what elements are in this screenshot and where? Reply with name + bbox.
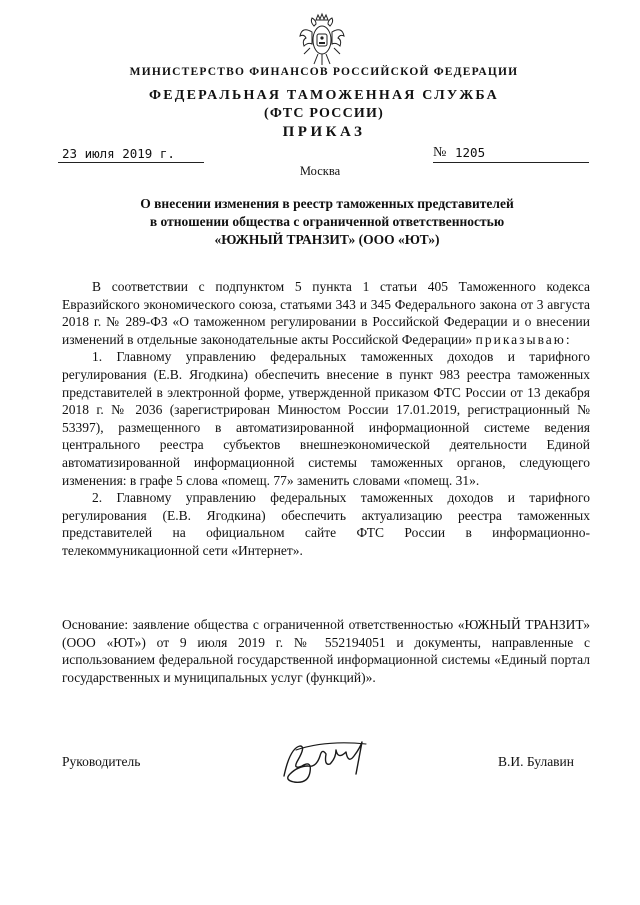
number-field bbox=[433, 144, 589, 163]
basis-text: Основание: заявление общества с ограниченной ответственностью «ЮЖНЫЙ ТРАНЗИТ» (ООО «ЮТ») от 9 июля 2019 г. № 552194051 и документы, направленные с использованием федеральной государственной информационной системы «Единый портал государственных и муниципальных услуг (функций)». bbox=[62, 617, 590, 685]
service-abbreviation: (ФТС РОССИИ) bbox=[264, 106, 384, 121]
city: Москва bbox=[299, 164, 341, 178]
signer-title: Руководитель bbox=[62, 754, 141, 769]
preamble-text: В соответствии с подпунктом 5 пункта 1 статьи 405 Таможенного кодекса Евразийского экономического союза, статьями 343 и 345 Федерального закона от 3 августа 2018 г. № 289-ФЗ «О таможенном регулировании в Российской Федерации и о внесении изменений в отдельные законодательные акты Российской Федерации» bbox=[62, 279, 590, 347]
subject-line: в отношении общества с ограниченной ответственностью bbox=[149, 214, 505, 229]
subject-line: «ЮЖНЫЙ ТРАНЗИТ» (ООО «ЮТ») bbox=[214, 232, 440, 247]
document-type: ПРИКАЗ bbox=[282, 124, 366, 140]
subject-line: О внесении изменения в реестр таможенных представителей bbox=[140, 196, 514, 211]
date-field bbox=[58, 146, 204, 163]
russian-coat-of-arms-icon bbox=[298, 12, 346, 68]
ministry-name: МИНИСТЕРСТВО ФИНАНСОВ РОССИЙСКОЙ ФЕДЕРАЦИИ bbox=[129, 66, 519, 78]
order-item-1: 1. Главному управлению федеральных таможенных доходов и тарифного регулирования (Е.В. Ягодкина) обеспечить внесение в пункт 983 реестра таможенных представителей в электронной форме, утвержденной приказом ФТС России от 13 декабря 2018 г. № 2036 (зарегистрирован Минюстом России 17.01.2019, регистрационный № 53397), размещенного в автоматизированной информационной системе ведения центрального реестра субъектов внешнеэкономической деятельности Единой автоматизированной информационной системы таможенных органов, следующего изменения: в графе 5 слова «помещ. 77» заменить словами «помещ. 31». bbox=[62, 349, 590, 488]
order-body bbox=[62, 278, 590, 560]
handwritten-signature bbox=[276, 736, 386, 792]
service-name: ФЕДЕРАЛЬНАЯ ТАМОЖЕННАЯ СЛУЖБА bbox=[149, 88, 499, 103]
signer-name: В.И. Булавин bbox=[498, 754, 575, 769]
order-item-2: 2. Главному управлению федеральных таможенных доходов и тарифного регулирования (Е.В. Ягодкина) обеспечить актуализацию реестра таможенных представителей на официальном сайте ФТС России в информационно-телекоммуникационной сети «Интернет». bbox=[62, 490, 590, 558]
order-word: приказываю: bbox=[475, 331, 572, 347]
preamble-paragraph bbox=[62, 278, 590, 348]
basis-section bbox=[62, 616, 590, 686]
order-number: 1205 bbox=[455, 145, 486, 160]
order-subject bbox=[60, 195, 594, 249]
number-sign: № bbox=[433, 145, 447, 160]
order-date: 23 июля 2019 г. bbox=[62, 146, 175, 161]
